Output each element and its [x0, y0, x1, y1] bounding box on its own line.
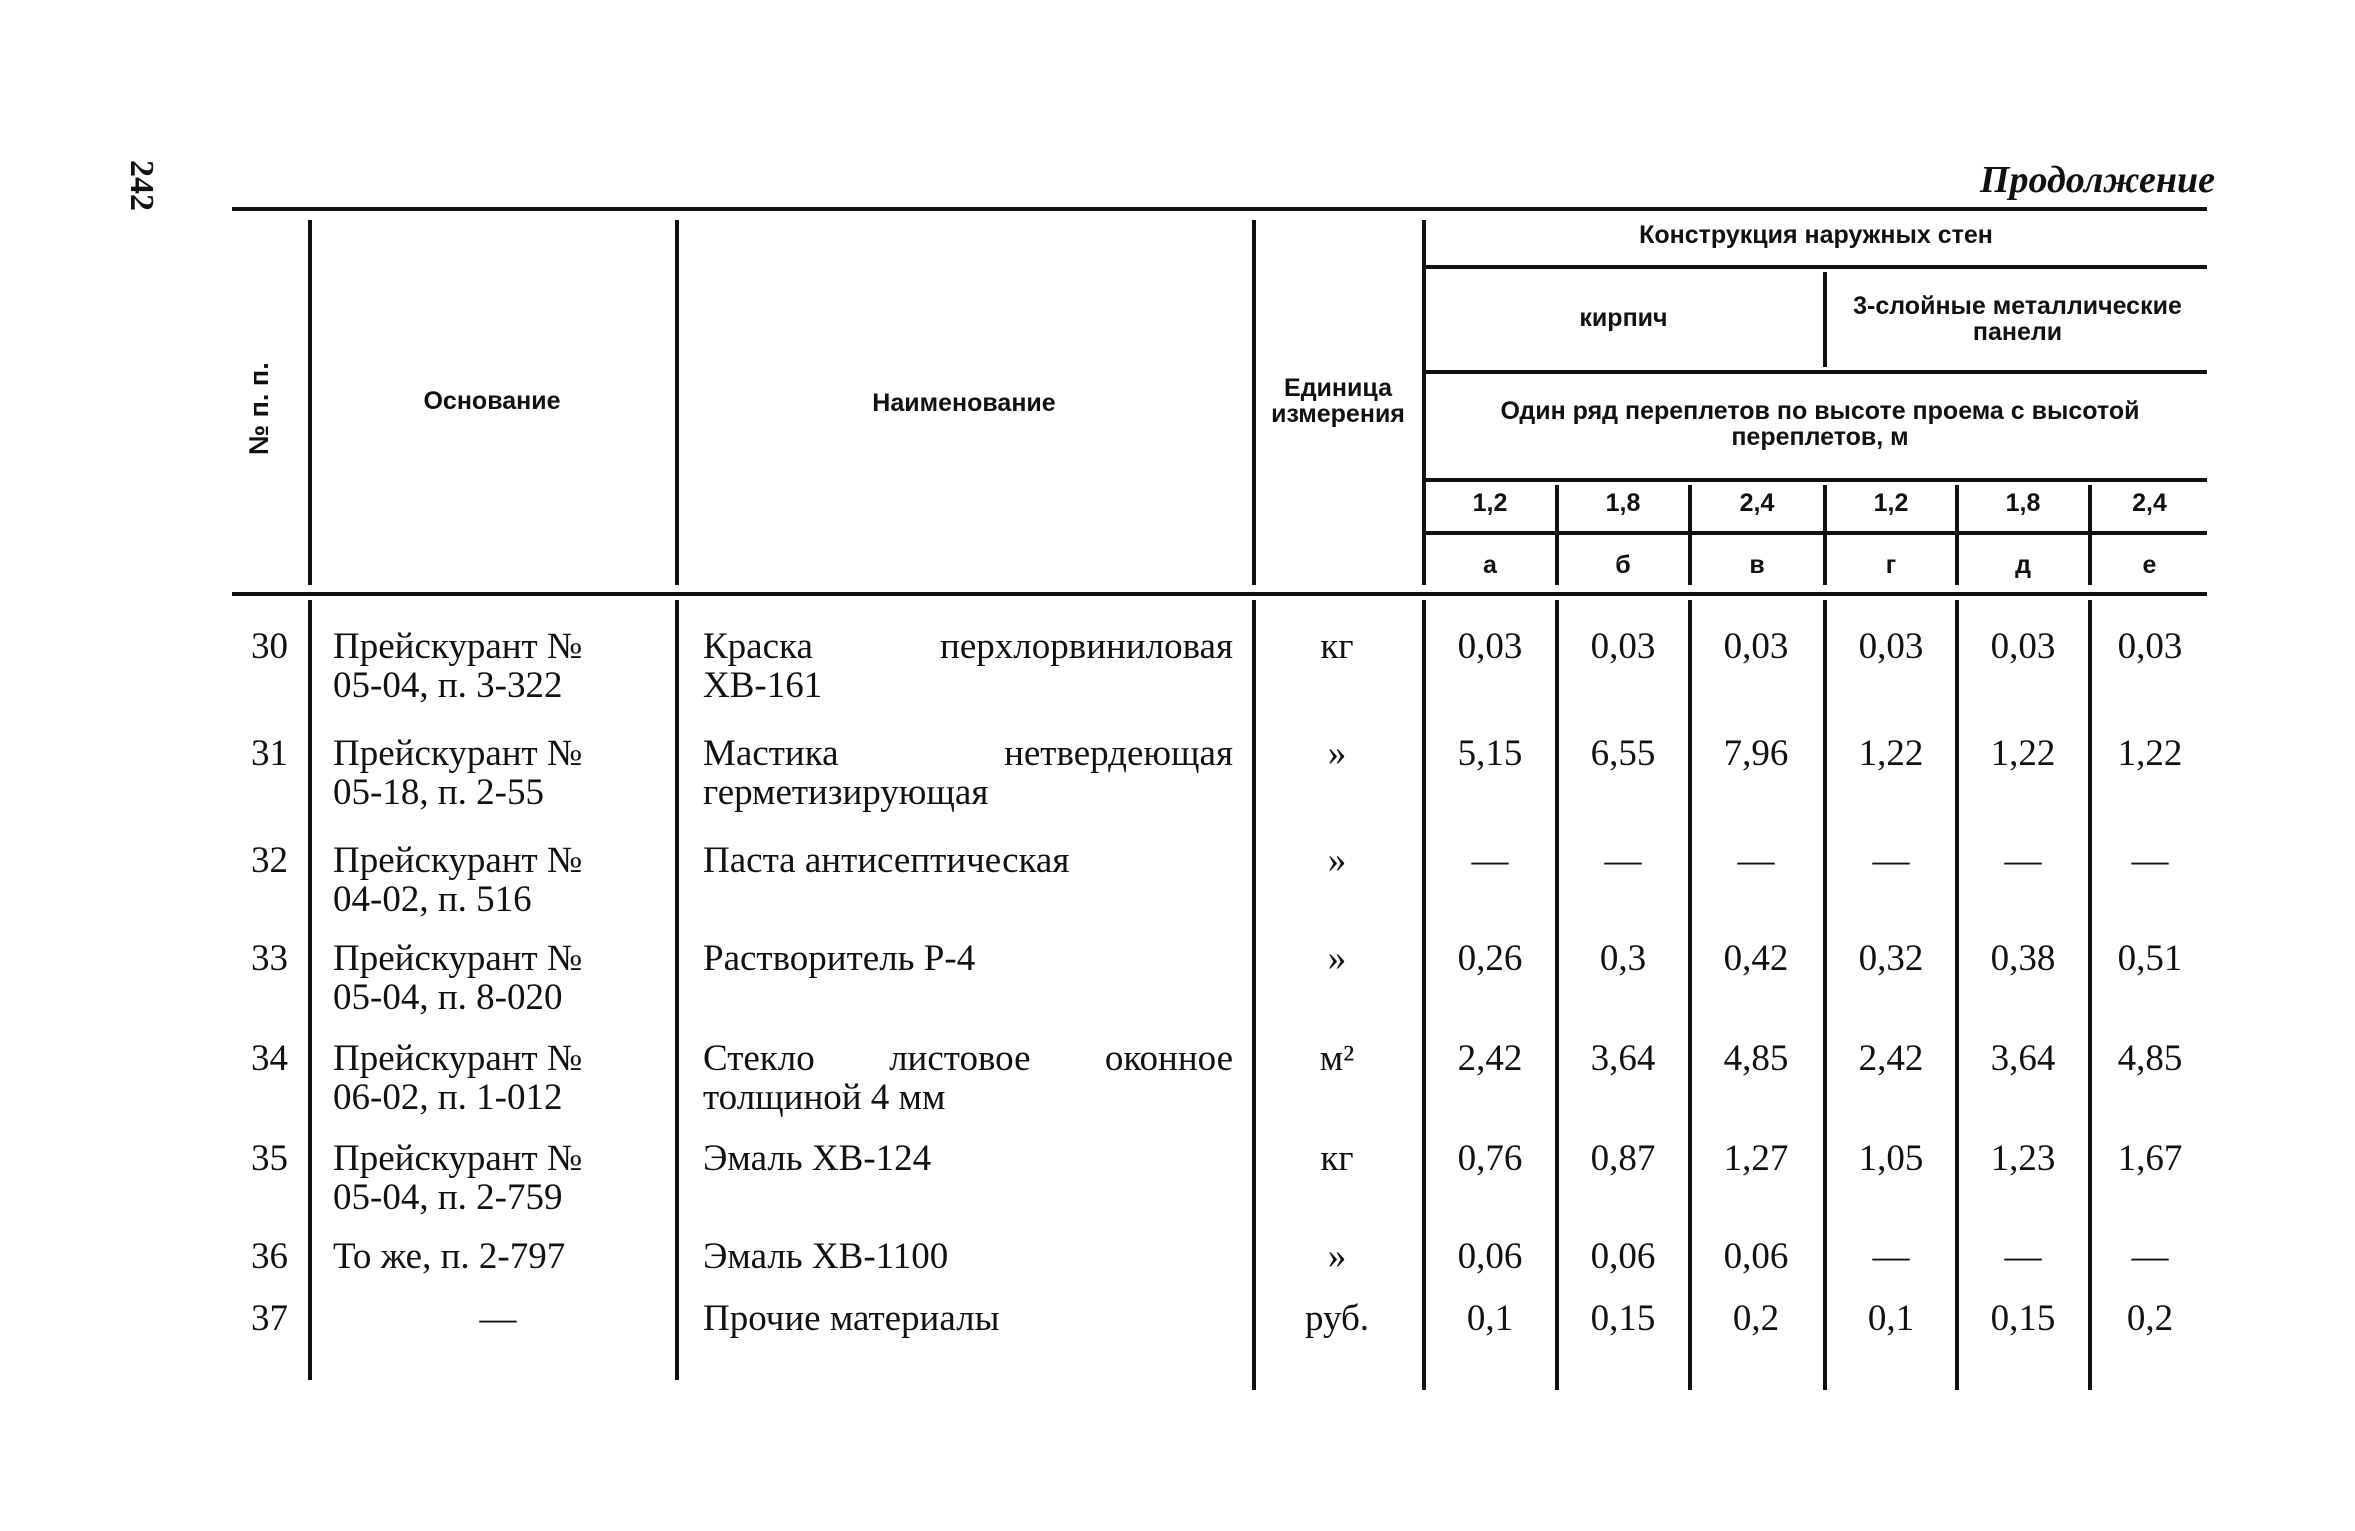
- row-value: 1,22: [2117, 733, 2183, 774]
- rule-under-desc: [1425, 478, 2207, 482]
- row-value: 0,1: [1867, 1298, 1915, 1339]
- header-height-1: 1,2: [1472, 489, 1508, 517]
- vrule-body-2: [675, 600, 679, 1380]
- row-value: 0,32: [1858, 938, 1924, 979]
- row-unit: »: [1327, 840, 1347, 881]
- row-value: —: [2131, 840, 2169, 881]
- rule-under-construction: [1425, 265, 2207, 269]
- row-name: Эмаль ХВ-124: [703, 1138, 932, 1179]
- header-rows-desc: Один ряд переплетов по высоте проема с высотой переплетов, м: [1500, 397, 2140, 452]
- row-name: Растворитель Р-4: [703, 938, 976, 979]
- row-value: 6,55: [1590, 733, 1656, 774]
- row-value: 0,03: [1590, 626, 1656, 667]
- row-unit: руб.: [1304, 1298, 1370, 1339]
- row-value: 0,3: [1599, 938, 1647, 979]
- row-value: 1,05: [1858, 1138, 1924, 1179]
- header-letter-g: г: [1885, 551, 1897, 579]
- header-letter-b: б: [1615, 551, 1631, 579]
- row-unit: кг: [1320, 1138, 1354, 1179]
- row-value: 0,87: [1590, 1138, 1656, 1179]
- header-height-4: 1,2: [1873, 489, 1909, 517]
- vrule-header-4: [1422, 220, 1426, 585]
- row-value: 5,15: [1457, 733, 1523, 774]
- row-basis: Прейскурант № 05-18, п. 2-55: [333, 733, 583, 813]
- row-value: 0,15: [1990, 1298, 2056, 1339]
- row-name: Паста антисептическая: [703, 840, 1070, 881]
- row-value: 0,06: [1457, 1236, 1523, 1277]
- row-value: —: [1471, 840, 1509, 881]
- row-basis: Прейскурант № 05-04, п. 2-759: [333, 1138, 583, 1218]
- row-value: 0,03: [1457, 626, 1523, 667]
- row-value: 0,03: [1723, 626, 1789, 667]
- continuation-label: Продолжение: [1979, 159, 2215, 201]
- row-name: Прочие материалы: [703, 1298, 1000, 1339]
- row-value: —: [1872, 1236, 1910, 1277]
- row-number: 36: [251, 1236, 288, 1277]
- header-letter-v: в: [1749, 551, 1765, 579]
- row-unit: м²: [1319, 1038, 1355, 1079]
- row-value: 0,76: [1457, 1138, 1523, 1179]
- header-bottom-rule: [232, 592, 2207, 596]
- row-number: 30: [251, 626, 288, 667]
- row-value: 0,42: [1723, 938, 1789, 979]
- row-basis: Прейскурант № 05-04, п. 8-020: [333, 938, 583, 1018]
- header-basis: Основание: [423, 387, 561, 415]
- header-num: № п. п.: [244, 362, 274, 455]
- row-basis: Прейскурант № 04-02, п. 516: [333, 840, 583, 920]
- header-brick: кирпич: [1579, 304, 1668, 332]
- vrule-body-3: [1252, 600, 1256, 1390]
- row-unit: »: [1327, 1236, 1347, 1277]
- header-unit: Единица измерения: [1271, 374, 1405, 429]
- row-value: —: [1737, 840, 1775, 881]
- row-number: 32: [251, 840, 288, 881]
- row-value: 0,51: [2117, 938, 2183, 979]
- row-value: 2,42: [1858, 1038, 1924, 1079]
- row-number: 33: [251, 938, 288, 979]
- vrule-body-1: [308, 600, 312, 1380]
- row-unit: кг: [1320, 626, 1354, 667]
- row-basis: Прейскурант № 06-02, п. 1-012: [333, 1038, 583, 1118]
- row-value: —: [2004, 840, 2042, 881]
- row-value: 1,23: [1990, 1138, 2056, 1179]
- row-number: 34: [251, 1038, 288, 1079]
- row-value: 0,1: [1466, 1298, 1514, 1339]
- row-value: 1,22: [1858, 733, 1924, 774]
- row-name: Стекло листовое оконное толщиной 4 мм: [703, 1038, 1233, 1118]
- header-letter-e: е: [2142, 551, 2157, 579]
- row-unit: »: [1327, 733, 1347, 774]
- row-value: 1,67: [2117, 1138, 2183, 1179]
- row-value: 3,64: [1590, 1038, 1656, 1079]
- row-number: 37: [251, 1298, 288, 1339]
- table-top-rule: [232, 207, 2207, 211]
- row-value: —: [1872, 840, 1910, 881]
- row-value: 1,22: [1990, 733, 2056, 774]
- row-value: 0,2: [1732, 1298, 1780, 1339]
- row-value: 0,2: [2126, 1298, 2174, 1339]
- header-height-5: 1,8: [2005, 489, 2041, 517]
- row-value: 0,38: [1990, 938, 2056, 979]
- row-value: —: [2004, 1236, 2042, 1277]
- header-height-2: 1,8: [1605, 489, 1641, 517]
- header-height-3: 2,4: [1739, 489, 1775, 517]
- header-name: Наименование: [872, 389, 1056, 417]
- page-number: 242: [123, 160, 160, 211]
- header-construction: Конструкция наружных стен: [1639, 221, 1993, 249]
- row-name: Эмаль ХВ-1100: [703, 1236, 949, 1277]
- vrule-material: [1823, 272, 1827, 367]
- row-name: Мастика нетвердеющая герметизирующая: [703, 733, 1233, 813]
- row-value: 0,06: [1590, 1236, 1656, 1277]
- row-unit: »: [1327, 938, 1347, 979]
- row-value: 4,85: [2117, 1038, 2183, 1079]
- row-basis: Прейскурант № 05-04, п. 3-322: [333, 626, 583, 706]
- row-value: 3,64: [1990, 1038, 2056, 1079]
- vrule-header-3: [1252, 220, 1256, 585]
- row-name: Краска перхлорвиниловая ХВ-161: [703, 626, 1233, 706]
- row-value: 0,15: [1590, 1298, 1656, 1339]
- row-value: 0,03: [2117, 626, 2183, 667]
- row-value: —: [2131, 1236, 2169, 1277]
- row-basis: —: [479, 1298, 517, 1339]
- row-value: 0,03: [1990, 626, 2056, 667]
- row-value: 0,26: [1457, 938, 1523, 979]
- row-number: 31: [251, 733, 288, 774]
- row-value: —: [1604, 840, 1642, 881]
- row-value: 2,42: [1457, 1038, 1523, 1079]
- row-basis: То же, п. 2-797: [333, 1236, 566, 1277]
- row-number: 35: [251, 1138, 288, 1179]
- row-value: 4,85: [1723, 1038, 1789, 1079]
- header-letter-a: а: [1483, 551, 1497, 579]
- rule-under-material: [1425, 370, 2207, 374]
- row-value: 1,27: [1723, 1138, 1789, 1179]
- row-value: 7,96: [1723, 733, 1789, 774]
- header-panels: 3-слойные металлические панели: [1853, 292, 2182, 347]
- row-value: 0,03: [1858, 626, 1924, 667]
- header-height-6: 2,4: [2132, 489, 2167, 517]
- header-letter-d: д: [2015, 551, 2031, 579]
- row-value: 0,06: [1723, 1236, 1789, 1277]
